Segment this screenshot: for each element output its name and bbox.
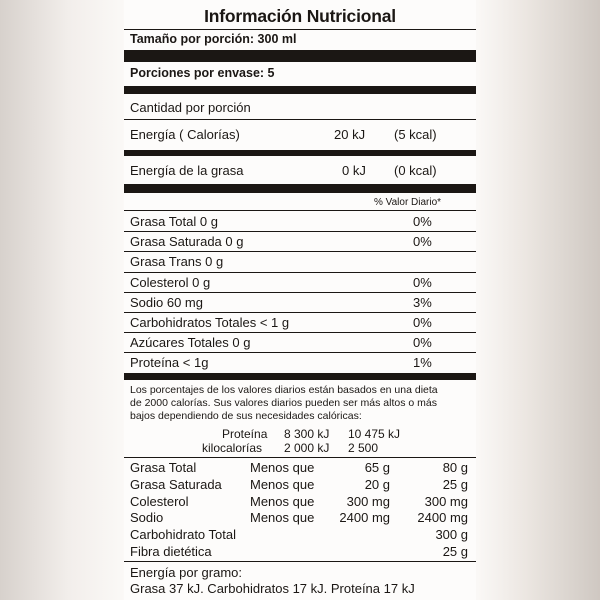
ref-qualifier: Menos que <box>250 460 315 475</box>
ref-value-2500: 300 g <box>435 527 468 543</box>
amount-per-serving: Cantidad por porción <box>130 100 251 115</box>
serving-size: Tamaño por porción: 300 ml <box>130 32 297 46</box>
ref-qualifier: Menos que <box>250 476 315 492</box>
nutrient-dv: 1% <box>413 355 432 371</box>
calorie-ref-label: Proteína <box>222 427 268 441</box>
divider <box>124 352 476 353</box>
thick-bar <box>124 184 476 193</box>
dv-header: % Valor Diario* <box>374 197 442 208</box>
ref-value-2000: 2400 mg <box>339 510 390 526</box>
calorie-ref-label: kilocalorías <box>202 441 263 455</box>
energy-fat-label: Energía de la grasa <box>130 163 244 178</box>
ref-qualifier: Menos que <box>250 493 315 509</box>
nutrient-dv: 0% <box>413 274 432 290</box>
nutrient-label: Azúcares Totales 0 g <box>130 335 251 351</box>
ref-nutrient: Grasa Total <box>130 460 197 475</box>
divider <box>124 210 476 211</box>
ref-nutrient: Sodio <box>130 510 164 526</box>
footnote-line: bajos dependiendo de sus necesidades calóricas: <box>130 410 362 422</box>
divider <box>124 29 476 30</box>
calorie-ref-value: 2 500 <box>348 441 379 455</box>
energy-fat-kcal: (0 kcal) <box>394 163 437 178</box>
divider <box>124 119 476 120</box>
energy-fat-kj: 0 kJ <box>342 163 366 178</box>
calorie-ref-value: 8 300 kJ <box>284 427 330 441</box>
label-title: Información Nutricional <box>204 6 396 26</box>
nutrient-label: Grasa Trans 0 g <box>130 254 224 270</box>
ref-nutrient: Colesterol <box>130 493 189 509</box>
nutrient-label: Sodio 60 mg <box>130 294 203 310</box>
nutrient-dv: 0% <box>413 315 432 330</box>
energy-label: Energía ( Calorías) <box>130 127 240 142</box>
energy-kj: 20 kJ <box>334 127 366 142</box>
nutrition-label <box>124 0 476 600</box>
nutrient-label: Grasa Total 0 g <box>130 214 218 229</box>
calorie-ref-value: 2 000 kJ <box>284 441 330 455</box>
ref-value-2500: 2400 mg <box>417 510 468 526</box>
footnote-line: Los porcentajes de los valores diarios están basados en una dieta <box>130 384 438 396</box>
thick-bar <box>124 86 476 94</box>
divider <box>124 292 476 293</box>
ref-value-2500: 25 g <box>442 476 468 492</box>
energy-per-gram-values: Grasa 37 kJ. Carbohidratos 17 kJ. Proteína 17 kJ <box>130 581 415 596</box>
ref-qualifier: Menos que <box>250 510 315 526</box>
nutrient-dv: 3% <box>413 294 432 310</box>
energy-kcal: (5 kcal) <box>394 127 437 142</box>
nutrient-dv: 0% <box>413 335 432 351</box>
servings-per-container: Porciones por envase: 5 <box>130 66 275 80</box>
thick-bar <box>124 150 476 156</box>
divider <box>124 561 476 562</box>
nutrient-label: Grasa Saturada 0 g <box>130 234 244 250</box>
ref-value-2500: 300 mg <box>424 493 468 509</box>
ref-value-2500: 80 g <box>442 460 468 475</box>
thick-bar <box>124 50 476 62</box>
nutrient-dv: 0% <box>413 214 432 229</box>
ref-value-2000: 20 g <box>364 476 390 492</box>
calorie-ref-value: 10 475 kJ <box>348 427 401 441</box>
ref-value-2000: 300 mg <box>346 493 390 509</box>
container-edge-left <box>0 0 125 600</box>
thick-bar <box>124 373 476 380</box>
divider <box>124 332 476 333</box>
divider <box>124 231 476 232</box>
nutrient-label: Proteína < 1g <box>130 355 209 371</box>
ref-nutrient: Grasa Saturada <box>130 476 222 492</box>
divider <box>124 272 476 273</box>
container-edge-right <box>475 0 600 600</box>
nutrient-label: Carbohidratos Totales < 1 g <box>130 315 290 330</box>
ref-nutrient: Carbohidrato Total <box>130 527 236 543</box>
nutrient-dv: 0% <box>413 234 432 250</box>
energy-per-gram-label: Energía por gramo: <box>130 565 243 580</box>
nutrient-label: Colesterol 0 g <box>130 274 211 290</box>
ref-nutrient: Fibra dietética <box>130 544 212 559</box>
divider <box>124 251 476 252</box>
ref-value-2500: 25 g <box>442 544 468 559</box>
divider <box>124 457 476 458</box>
footnote-line: de 2000 calorías. Sus valores diarios pueden ser más altos o más <box>130 397 437 409</box>
ref-value-2000: 65 g <box>364 460 390 475</box>
divider <box>124 312 476 313</box>
